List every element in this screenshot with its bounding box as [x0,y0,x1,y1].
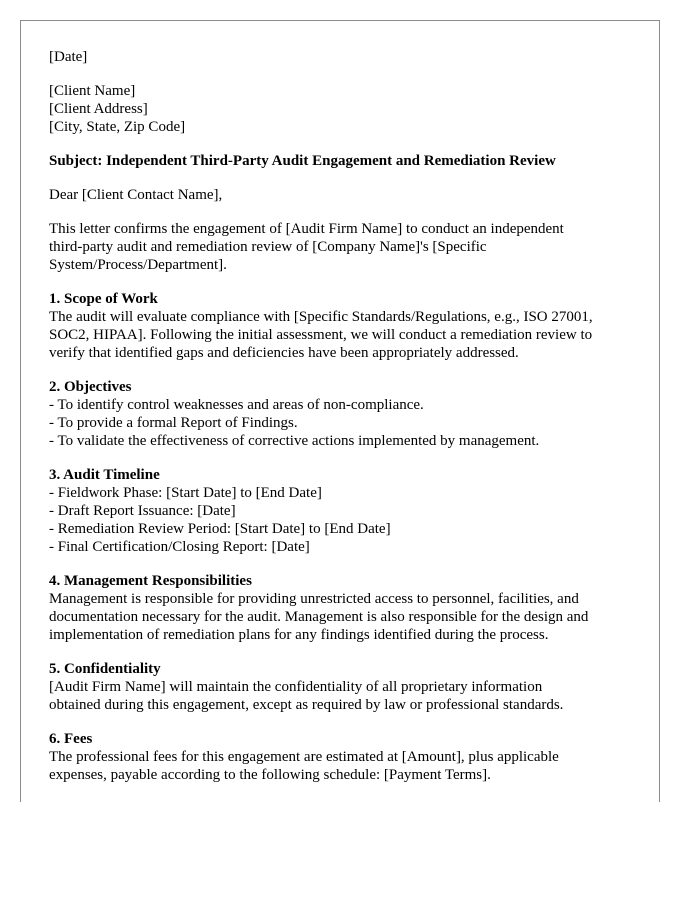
section-heading: 5. Confidentiality [49,661,161,677]
letter-content [49,48,639,784]
section-line: - Fieldwork Phase: [Start Date] to [End Date] [49,485,322,501]
section-scope-of-work [49,290,639,362]
intro-line: third-party audit and remediation review of [Company Name]'s [Specific [49,239,487,255]
section-line: The professional fees for this engagement are estimated at [Amount], plus applicable [49,749,559,765]
section-line: verify that identified gaps and deficiencies have been appropriately addressed. [49,345,519,361]
subject-text: Subject: Independent Third-Party Audit Engagement and Remediation Review [49,153,556,169]
section-confidentiality [49,660,639,714]
section-heading: 6. Fees [49,731,93,747]
section-heading: 4. Management Responsibilities [49,573,252,589]
section-heading: 2. Objectives [49,379,132,395]
section-heading: 3. Audit Timeline [49,467,160,483]
letter-page [20,20,660,802]
section-line: - To provide a formal Report of Findings. [49,415,298,431]
section-line: [Audit Firm Name] will maintain the confidentiality of all proprietary information [49,679,543,695]
section-line: expenses, payable according to the following schedule: [Payment Terms]. [49,767,491,783]
intro-line: System/Process/Department]. [49,257,227,273]
section-audit-timeline [49,466,639,556]
section-fees [49,730,639,784]
intro-line: This letter confirms the engagement of [Audit Firm Name] to conduct an independent [49,221,564,237]
section-line: - Remediation Review Period: [Start Date] to [End Date] [49,521,391,537]
section-heading: 1. Scope of Work [49,291,158,307]
subject-line [49,152,639,170]
intro-paragraph [49,220,639,274]
salutation-text: Dear [Client Contact Name], [49,187,223,203]
section-management-responsibilities [49,572,639,644]
client-address: [Client Address] [49,101,148,117]
section-line: - To identify control weaknesses and areas of non-compliance. [49,397,424,413]
section-line: - Draft Report Issuance: [Date] [49,503,236,519]
section-line: - To validate the effectiveness of corrective actions implemented by management. [49,433,540,449]
section-line: implementation of remediation plans for any findings identified during the process. [49,627,549,643]
salutation [49,186,639,204]
section-line: obtained during this engagement, except as required by law or professional standards. [49,697,564,713]
letter-date [49,48,639,66]
date-text: [Date] [49,49,88,65]
recipient-address [49,82,639,136]
section-line: documentation necessary for the audit. Management is also responsible for the design and [49,609,589,625]
section-line: Management is responsible for providing unrestricted access to personnel, facilities, and [49,591,579,607]
city-state-zip: [City, State, Zip Code] [49,119,186,135]
section-line: The audit will evaluate compliance with [Specific Standards/Regulations, e.g., ISO 27001, [49,309,593,325]
section-line: - Final Certification/Closing Report: [Date] [49,539,310,555]
client-name: [Client Name] [49,83,136,99]
section-objectives [49,378,639,450]
section-line: SOC2, HIPAA]. Following the initial assessment, we will conduct a remediation review to [49,327,593,343]
